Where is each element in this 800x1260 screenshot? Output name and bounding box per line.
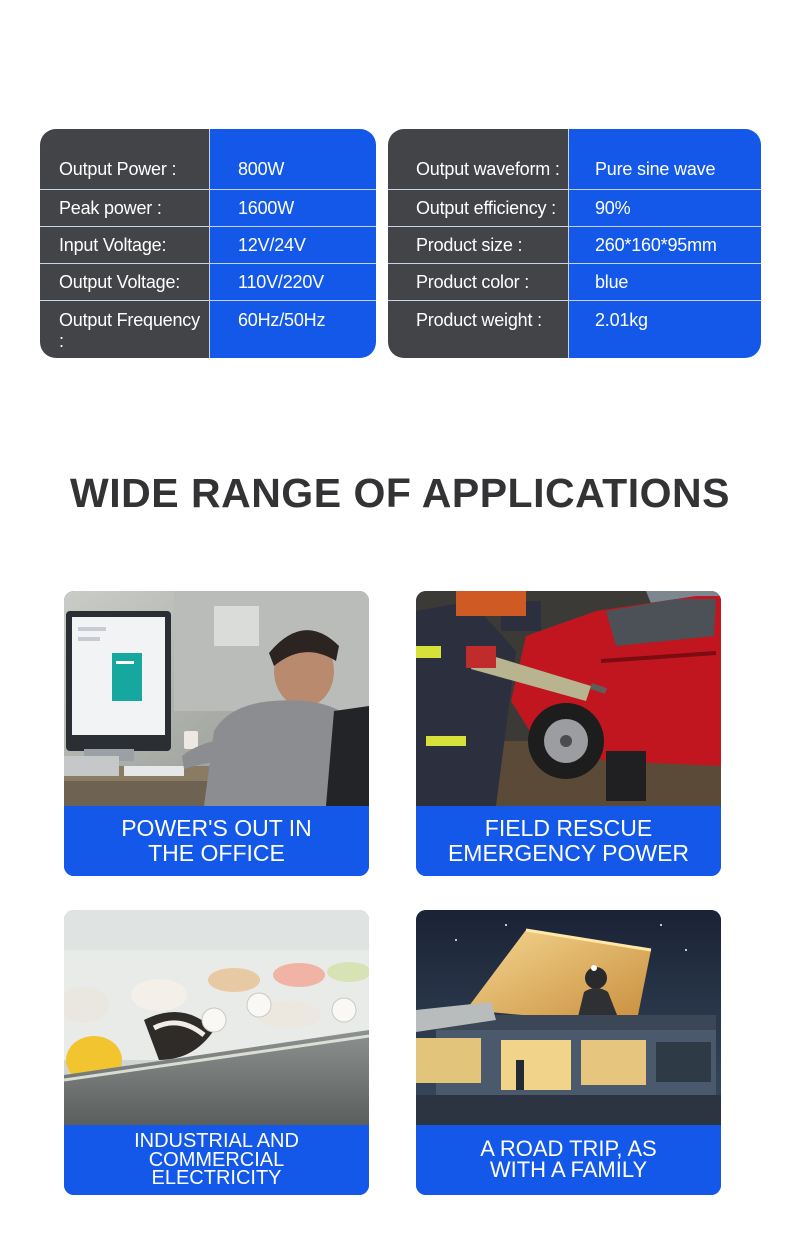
office-photo [64,591,369,806]
spec-value-output-voltage: 110V/220V [210,264,376,301]
caption-line: FIELD RESCUE [484,815,653,842]
spec-value-column [209,129,376,358]
application-caption [64,1125,369,1195]
spec-value-product-weight: 2.01kg [595,310,648,330]
spec-label-output-power: Output Power : [40,129,209,190]
spec-label-product-color: Product color : [388,264,568,301]
spec-table-right [388,129,761,358]
spec-label-input-voltage: Input Voltage: [40,227,209,264]
spec-label-output-frequency: Output Frequency : [59,310,200,351]
spec-value-peak-power: 1600W [210,190,376,227]
road-trip-photo [416,910,721,1125]
application-card-rescue [416,591,721,876]
spec-value-output-frequency: 60Hz/50Hz [238,310,326,330]
application-card-road-trip [416,910,721,1195]
spec-value-column [568,129,761,358]
spec-value-output-power: 800W [210,129,376,190]
caption-line: EMERGENCY POWER [447,840,690,866]
spec-label-output-waveform: Output waveform : [388,129,568,190]
spec-label-column [40,129,209,358]
spec-value-output-efficiency: 90% [569,190,761,227]
spec-label-product-size: Product size : [388,227,568,264]
spec-table-left [40,129,376,358]
spec-value-output-waveform: Pure sine wave [569,129,761,190]
application-caption [416,1125,721,1195]
caption-line: POWER'S OUT IN [121,815,312,842]
spec-label-column [388,129,568,358]
spec-label-peak-power: Peak power : [40,190,209,227]
application-caption [64,806,369,876]
spec-label-product-weight: Product weight : [416,310,542,330]
caption-line: WITH A FAMILY [489,1157,648,1182]
caption-line: A ROAD TRIP, AS [480,1136,657,1162]
commercial-photo [64,910,369,1125]
section-title: WIDE RANGE OF APPLICATIONS [70,470,730,516]
spec-value-product-color: blue [569,264,761,301]
spec-value-product-size: 260*160*95mm [569,227,761,264]
spec-value-input-voltage: 12V/24V [210,227,376,264]
application-card-commercial [64,910,369,1195]
rescue-photo [416,591,721,806]
caption-line: ELECTRICITY [151,1167,282,1190]
caption-line: INDUSTRIAL AND COMMERCIAL [134,1130,299,1171]
caption-line: THE OFFICE [148,840,285,866]
application-card-office [64,591,369,876]
spec-label-output-voltage: Output Voltage: [40,264,209,301]
application-caption [416,806,721,876]
spec-label-output-efficiency: Output efficiency : [388,190,568,227]
